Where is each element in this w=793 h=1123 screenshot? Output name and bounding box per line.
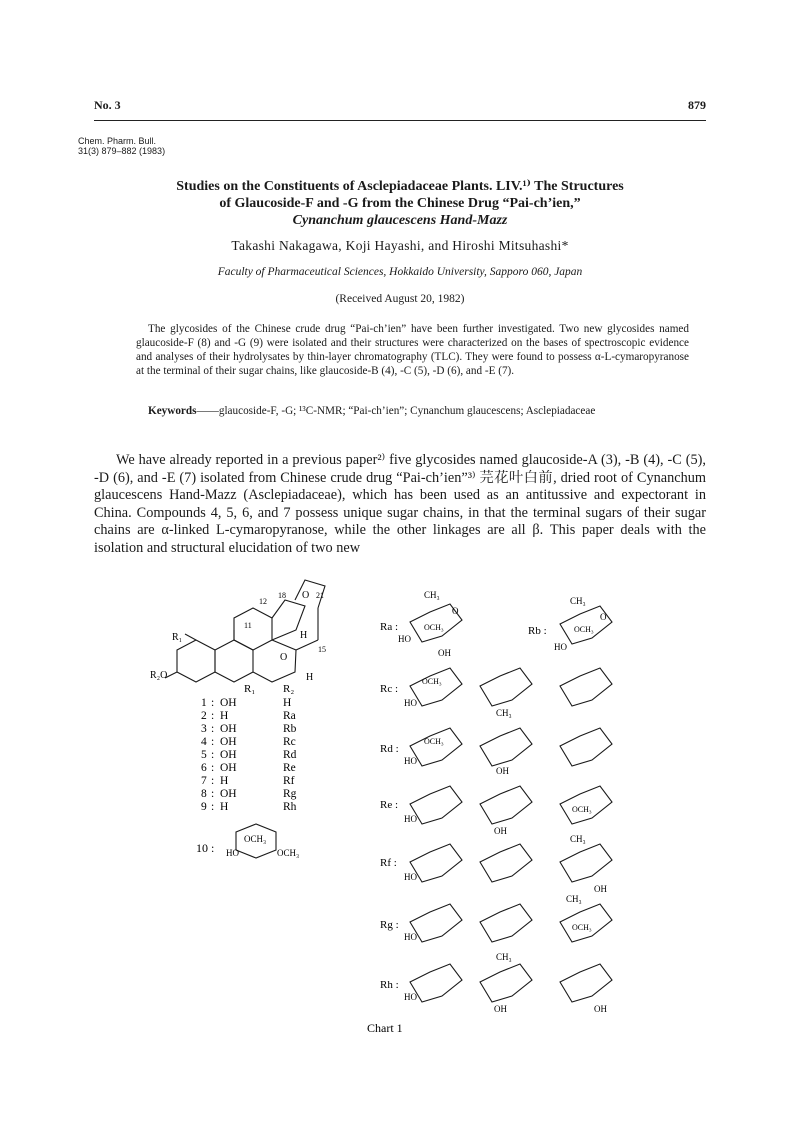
rc-och3: OCH₃ <box>422 677 442 686</box>
compound-10-och3: OCH₃ <box>244 834 267 844</box>
sugar-label-rh: Rh : <box>380 979 399 991</box>
compound-r2: Rf <box>283 775 295 787</box>
svg-text::: : <box>211 736 215 748</box>
compound-r2: Rb <box>283 723 297 735</box>
compound-r1: OH <box>220 749 237 761</box>
sugar-label-rf: Rf : <box>380 857 397 869</box>
sugar-label-re: Re : <box>380 799 399 811</box>
compound-no: 4 <box>201 736 207 748</box>
r1-label: R₁ <box>172 632 183 643</box>
ra-och3: OCH₃ <box>424 623 444 632</box>
compound-10-och3-anomeric: OCH₃ <box>277 848 300 858</box>
sugar-label-rd: Rd : <box>380 743 399 755</box>
rg-och3: OCH₃ <box>572 923 592 932</box>
issue-number: No. 3 <box>94 98 121 112</box>
sugar-rf <box>380 834 612 894</box>
svg-text::: : <box>211 697 215 709</box>
keywords-text: glaucoside-F, -G; ¹³C-NMR; “Pai-ch’ien”; Cynanchum glaucescens; Asclepiadaceae <box>218 405 596 417</box>
re-oh: OH <box>494 826 507 836</box>
article-title-line-1: Studies on the Constituents of Asclepiadaceae Plants. LIV.¹⁾ The Structures <box>176 179 624 194</box>
rb-ho: HO <box>554 642 567 652</box>
ring-a <box>177 640 215 682</box>
ra-o: O <box>452 606 459 616</box>
svg-text::: : <box>211 801 215 813</box>
compound-10-ho: HO <box>226 848 239 858</box>
rh-ch3: CH₃ <box>496 952 512 962</box>
rd-oh: OH <box>496 766 509 776</box>
compound-no: 9 <box>201 801 207 813</box>
rf-oh: OH <box>594 884 607 894</box>
sugar-rb <box>528 596 612 652</box>
svg-text::: : <box>211 775 215 787</box>
compound-r1: OH <box>220 762 237 774</box>
rh-ho: HO <box>404 992 417 1002</box>
svg-text::: : <box>211 788 215 800</box>
sugar-re <box>380 786 612 836</box>
rg-ho: HO <box>404 932 417 942</box>
compound-no: 8 <box>201 788 207 800</box>
sugar-label-rb: Rb : <box>528 625 547 637</box>
received-date: (Received August 20, 1982) <box>335 293 465 305</box>
col-header-r2: R₂ <box>283 683 295 695</box>
compound-r2: Rg <box>283 788 297 800</box>
svg-text::: : <box>211 710 215 722</box>
rb-ch3: CH₃ <box>570 596 586 606</box>
rf-ho: HO <box>404 872 417 882</box>
rc-ch3: CH₃ <box>496 708 512 718</box>
compound-no: 6 <box>201 762 207 774</box>
citation-line-1: Chem. Pharm. Bull. <box>78 136 157 146</box>
compound-r1: OH <box>220 697 237 709</box>
author-list: Takashi Nakagawa, Koji Hayashi, and Hiroshi Mitsuhashi* <box>231 238 569 253</box>
compound-no: 7 <box>201 775 207 787</box>
body-paragraph: We have already reported in a previous paper²⁾ five glycosides named glaucoside-A (3), -B (4), -C (5), -D (6), and -E (7) isolated from Chinese crude drug “Pai-ch’ien”³⁾ 芫花叶白前, dried root of Cynanchum glaucescens Hand-Mazz (Asclepiadaceae), which has been used as an antitussive and expectorant in China. Compounds 4, 5, 6, and 7 possess unique sugar chains, in that the terminal sugars of their sugar chains are α-linked L-cymaropyranose, while the other linkages are all β. This paper deals with the isolation and structural elucidation of two new <box>94 452 706 556</box>
compound-r2: H <box>283 697 292 709</box>
svg-text::: : <box>211 723 215 735</box>
sugar-label-rc: Rc : <box>380 683 399 695</box>
article-title-line-3: Cynanchum glaucescens Hand-Mazz <box>292 213 508 228</box>
compound-r1: H <box>220 775 229 787</box>
sugar-ra <box>380 590 462 658</box>
compound-r2: Rd <box>283 749 297 761</box>
pos-11: 11 <box>244 621 252 630</box>
compound-r1: H <box>220 710 229 722</box>
r2o-label: R₂O <box>150 670 168 681</box>
keywords-label: Keywords <box>148 405 197 417</box>
sugar-rc <box>380 668 612 718</box>
lactone-oxygen: O <box>280 652 288 663</box>
compound-no: 5 <box>201 749 207 761</box>
compound-r1: OH <box>220 736 237 748</box>
svg-text::: : <box>211 762 215 774</box>
abstract-text: The glycosides of the Chinese crude drug “Pai-ch’ien” have been further investigated. Two new glycosides named glaucoside-F (8) and -G (9) were isolated and their structures were characterized on the bases of spectroscopic evidence and analyses of their hydrolysates by thin-layer chromatography (TLC). They were found to possess α-L-cymaropyranose at the terminal of their sugar chains, like glaucoside-B (4), -C (5), -D (6), and -E (7). <box>136 323 689 378</box>
compound-r1: OH <box>220 788 237 800</box>
h-16: H <box>300 630 308 641</box>
h-14: H <box>306 672 314 683</box>
compound-r1: OH <box>220 723 237 735</box>
rc-ho: HO <box>404 698 417 708</box>
ra-ch3: CH₃ <box>424 590 440 600</box>
compound-no: 1 <box>201 697 207 709</box>
compound-r2: Rc <box>283 736 296 748</box>
svg-text::: : <box>211 749 215 761</box>
col-header-r1: R₁ <box>244 683 256 695</box>
sugar-rg <box>380 894 612 942</box>
rd-och3: OCH₃ <box>424 737 444 746</box>
sugar-label-ra: Ra : <box>380 621 399 633</box>
ra-oh: OH <box>438 648 451 658</box>
ring-b <box>215 640 253 682</box>
rf-ch3: CH₃ <box>570 834 586 844</box>
sugar-rh <box>380 952 612 1014</box>
rd-ho: HO <box>404 756 417 766</box>
article-title-line-2: of Glaucoside-F and -G from the Chinese Drug “Pai-ch’ien,” <box>219 196 581 211</box>
rg-ch3: CH₃ <box>566 894 582 904</box>
page-number: 879 <box>688 98 706 112</box>
chart-caption: Chart 1 <box>367 1021 403 1035</box>
pos-12: 12 <box>259 597 267 606</box>
pos-18: 18 <box>278 591 286 600</box>
rb-o: O <box>600 612 607 622</box>
ra-ho: HO <box>398 634 411 644</box>
pos-21: 21 <box>316 591 324 600</box>
compound-no: 2 <box>201 710 207 722</box>
compound-table <box>201 697 297 813</box>
re-ho: HO <box>404 814 417 824</box>
re-och3: OCH₃ <box>572 805 592 814</box>
ring-c <box>234 608 272 650</box>
keywords-dash: —— <box>196 405 219 417</box>
affiliation: Faculty of Pharmaceutical Sciences, Hokkaido University, Sapporo 060, Japan <box>217 266 583 278</box>
rh-oh-1: OH <box>494 1004 507 1014</box>
compound-r2: Ra <box>283 710 296 722</box>
sugar-rd <box>380 728 612 776</box>
sugar-label-rg: Rg : <box>380 919 399 931</box>
ring-oxygen: O <box>302 590 310 601</box>
compound-10-label: 10 : <box>196 841 215 855</box>
rb-och3: OCH₃ <box>574 625 594 634</box>
compound-r2: Rh <box>283 801 297 813</box>
compound-r2: Re <box>283 762 296 774</box>
compound-r1: H <box>220 801 229 813</box>
citation-line-2: 31(3) 879–882 (1983) <box>78 146 166 156</box>
pos-15: 15 <box>318 645 326 654</box>
compound-no: 3 <box>201 723 207 735</box>
rh-oh-2: OH <box>594 1004 607 1014</box>
